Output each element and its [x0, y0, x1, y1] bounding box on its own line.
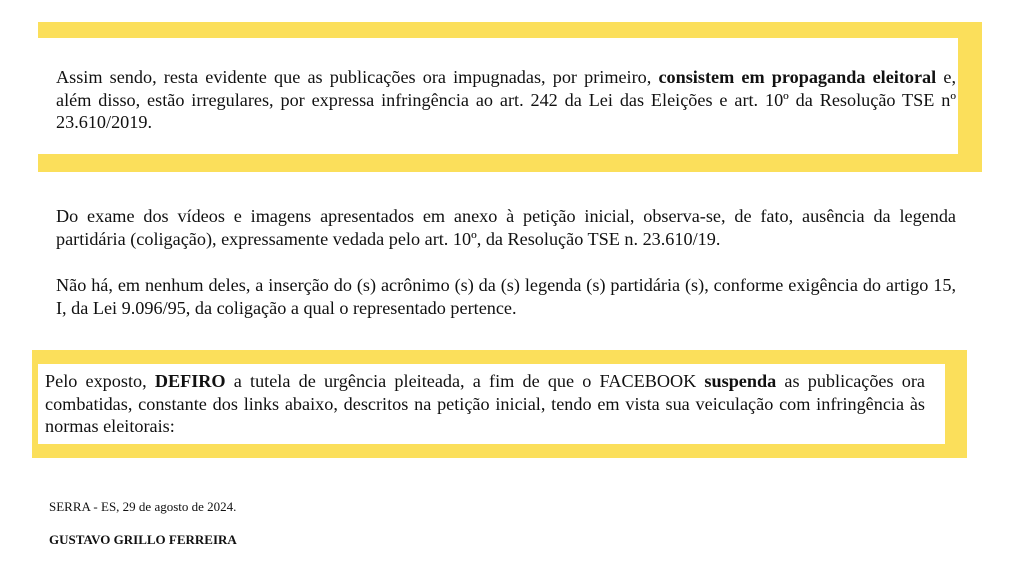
signer-name: GUSTAVO GRILLO FERREIRA: [49, 532, 237, 547]
paragraph-legenda: Do exame dos vídeos e imagens apresentados em anexo à petição inicial, observa-se, de fato, ausência da legenda partidária (coligação), expressamente vedada pelo art. 10º, da Resolução TSE n. 23.610/19.: [56, 206, 956, 249]
paragraph-1-text-b: e, além disso, estão irregulares, por expressa infringência ao art. 242 da Lei das Eleições e art. 10º da Resolução TSE nº 23.610/2019.: [56, 67, 956, 132]
place-date: SERRA - ES, 29 de agosto de 2024.: [49, 499, 237, 514]
paragraph-propaganda: [56, 66, 956, 134]
paragraph-4-text-a: Pelo exposto,: [45, 371, 155, 391]
paragraph-1-text-a: Assim sendo, resta evidente que as publicações ora impugnadas, por primeiro,: [56, 67, 659, 87]
paragraph-4-text-c: as publicações ora combatidas, constante dos links abaixo, descritos na petição inicial, tendo em vista sua veiculação com infringência às normas eleitorais:: [45, 371, 925, 436]
paragraph-1-bold: consistem em propaganda eleitoral: [658, 67, 937, 87]
paragraph-4-bold-defiro: DEFIRO: [154, 371, 226, 391]
paragraph-acronimo: Não há, em nenhum deles, a inserção do (s) acrônimo (s) da (s) legenda (s) partidária (s), conforme exigência do artigo 15, I, da Lei 9.096/95, da coligação a qual o representado pertence.: [56, 275, 956, 318]
paragraph-4-text-b: a tutela de urgência pleiteada, a fim de que o FACEBOOK: [225, 371, 705, 391]
paragraph-decision: [45, 370, 925, 438]
paragraph-4-bold-suspenda: suspenda: [704, 371, 777, 391]
